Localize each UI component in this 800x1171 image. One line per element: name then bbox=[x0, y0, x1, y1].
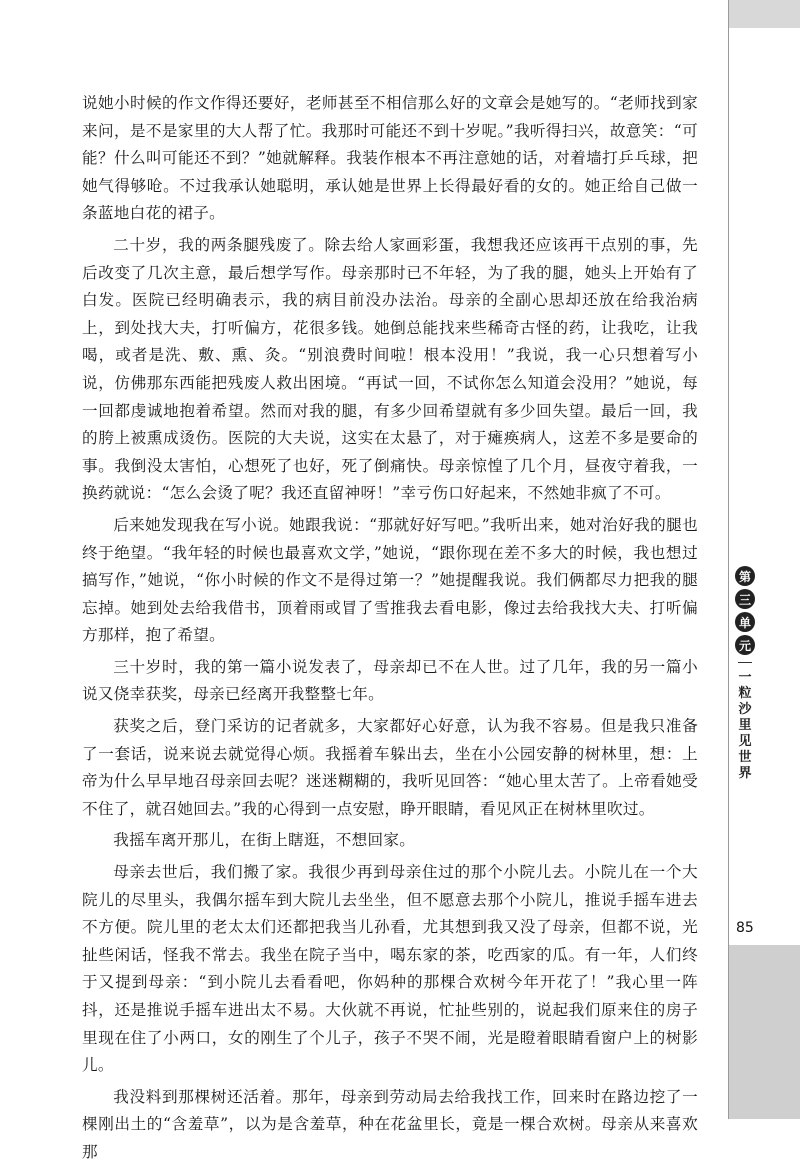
paragraph-4: 三十岁时，我的第一篇小说发表了，母亲却已不在人世。过了几年，我的另一篇小说又侥幸获奖，母亲已经离开我整整七年。 bbox=[82, 657, 698, 704]
unit-divider bbox=[738, 662, 752, 663]
unit-char-3: 单 bbox=[735, 612, 755, 632]
paragraph-7: 母亲去世后，我们搬了家。我很少再到母亲住过的那个小院儿去。小院儿在一个大院儿的尽里头，我偶尔摇车到大院儿去坐坐，但不愿意去那个小院儿，推说手摇车进去不方便。院儿里的老太太们还都把我当儿孙看，尤其想到我又没了母亲，但都不说，光扯些闲话，怪我不常去。我坐在院子当中，喝东家的茶，吃西家的瓜。有一年，人们终于又提到母亲：“到小院儿去看看吧，你妈种的那棵合欢树今年开花了！”我心里一阵抖，还是推说手摇车进出太不易。大伙就不再说，忙扯些别的，说起我们原来住的房子里现在住了小两口，女的刚生了个儿子，孩子不哭不闹，光是瞪着眼睛看窗户上的树影儿。 bbox=[82, 863, 698, 1075]
unit-title: 一粒沙里见世界 bbox=[738, 670, 752, 781]
paragraph-2: 二十岁，我的两条腿残废了。除去给人家画彩蛋，我想我还应该再干点别的事，先后改变了几次主意，最后想学写作。母亲那时已不年轻，为了我的腿，她头上开始有了白发。医院已经明确表示，我的病目前没办法治。母亲的全副心思却还放在给我治病上，到处找大夫，打听偏方，花很多钱。她倒总能找来些稀奇古怪的药，让我吃，让我喝，或者是洗、敷、熏、灸。“别浪费时间啦！根本没用！”我说，我一心只想着写小说，仿佛那东西能把残废人救出困境。“再试一回，不试你怎么知道会没用？”她说，每一回都虔诚地抱着希望。然而对我的腿，有多少回希望就有多少回失望。最后一回，我的胯上被熏成烫伤。医院的大夫说，这实在太悬了，对于瘫痪病人，这差不多是要命的事。我倒没太害怕，心想死了也好，死了倒痛快。母亲惊惶了几个月，昼夜守着我，一换药就说：“怎么会烫了呢？我还直留神呀！”幸亏伤口好起来，不然她非疯了不可。 bbox=[82, 235, 698, 503]
side-tab-top-shade bbox=[729, 0, 800, 28]
unit-label bbox=[734, 566, 756, 782]
paragraph-5: 获奖之后，登门采访的记者就多，大家都好心好意，认为我不容易。但是我只准备了一套话，说来说去就觉得心烦。我摇着车躲出去，坐在小公园安静的树林里，想：上帝为什么早早地召母亲回去呢？迷迷糊糊的，我听见回答：“她心里太苦了。上帝看她受不住了，就召她回去。”我的心得到一点安慰，睁开眼睛，看见风正在树林里吹过。 bbox=[82, 717, 698, 818]
side-tab-bottom-shade bbox=[729, 945, 800, 1119]
paragraph-8: 我没料到那棵树还活着。那年，母亲到劳动局去给我找工作，回来时在路边挖了一棵刚出土的“含羞草”，以为是含羞草，种在花盆里长，竟是一棵合欢树。母亲从来喜欢那 bbox=[82, 1087, 698, 1161]
paragraph-3: 后来她发现我在写小说。她跟我说：“那就好好写吧。”我听出来，她对治好我的腿也终于绝望。“我年轻的时候也最喜欢文学，”她说，“跟你现在差不多大的时候，我也想过搞写作，”她说，“你小时候的作文不是得过第一？”她提醒我说。我们俩都尽力把我的腿忘掉。她到处去给我借书，顶着雨或冒了雪推我去看电影，像过去给我找大夫、打听偏方那样，抱了希望。 bbox=[82, 515, 698, 645]
paragraph-1: 说她小时候的作文作得还要好，老师甚至不相信那么好的文章会是她写的。“老师找到家来问，是不是家里的大人帮了忙。我那时可能还不到十岁呢。”我听得扫兴，故意笑：“可能？什么叫可能还不到？”她就解释。我装作根本不再注意她的话，对着墙打乒乓球，把她气得够呛。不过我承认她聪明，承认她是世界上长得最好看的女的。她正给自己做一条蓝地白花的裙子。 bbox=[82, 94, 698, 223]
page-body-text bbox=[82, 90, 698, 1171]
page-number: 85 bbox=[736, 920, 754, 936]
unit-char-4: 元 bbox=[735, 635, 755, 655]
unit-char-1: 第 bbox=[735, 566, 755, 586]
paragraph-6: 我摇车离开那儿，在街上瞎逛，不想回家。 bbox=[113, 831, 416, 850]
unit-char-2: 三 bbox=[735, 589, 755, 609]
